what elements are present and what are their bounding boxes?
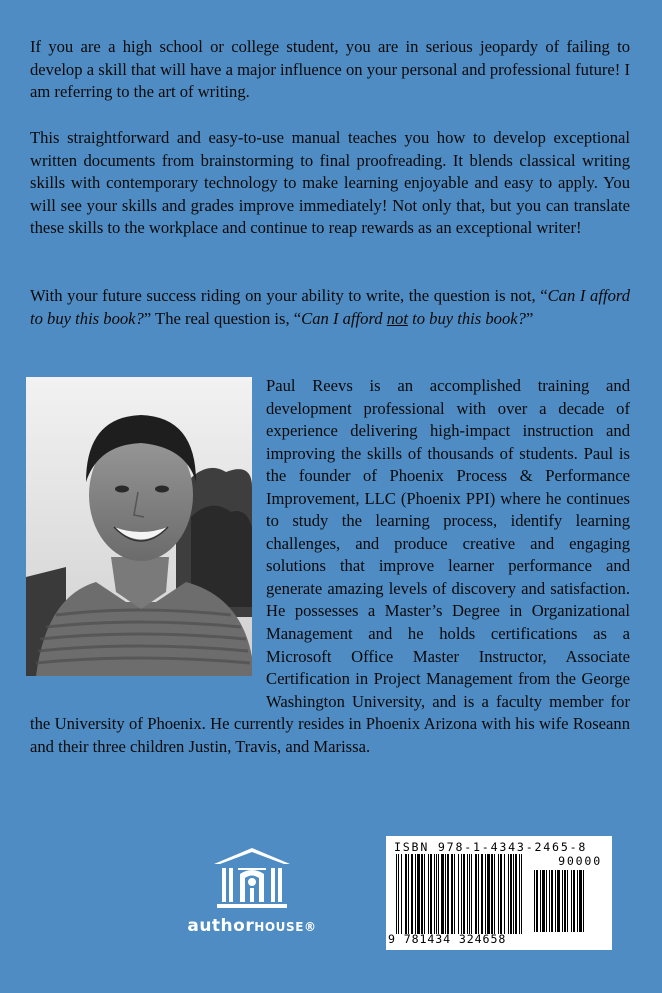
blurb-paragraph-1: If you are a high school or college student, you are in serious jeopardy of failing to develop a skill that will have a major influence on your personal and professional future! I am referring to the art of writing. — [30, 37, 630, 102]
barcode-bar — [469, 854, 470, 934]
barcode-bar — [571, 870, 572, 932]
barcode-bar — [583, 870, 584, 932]
barcode-bar — [430, 854, 432, 934]
barcode-bar — [498, 854, 499, 934]
barcode-bar — [471, 854, 472, 934]
barcode-bar — [549, 870, 550, 932]
barcode-bar — [475, 854, 477, 934]
barcode-bar — [551, 870, 553, 932]
barcode-bar — [491, 854, 493, 934]
barcode-bar — [562, 870, 563, 932]
barcode-bar — [515, 854, 517, 934]
barcode-bar — [510, 854, 512, 934]
barcode-bar — [424, 854, 425, 934]
registered-mark: ® — [304, 920, 317, 934]
barcode-bar — [411, 854, 413, 934]
addon-barcode-bars — [534, 870, 602, 932]
barcode-bar — [451, 854, 453, 934]
blurb-paragraph-2: This straightforward and easy-to-use manual teaches you how to develop exceptional written documents from brainstorming to final proofreading. It blends classical writing skills with contemporary technology to make learning enjoyable and easy to apply. You will see your skills and grades improve immediately! Not only that, but you can translate these skills to the workplace and continue to reap rewards as an exceptional writer! — [30, 128, 630, 238]
blurb-paragraph-3 — [30, 285, 630, 330]
barcode-bar — [534, 870, 535, 932]
barcode-bar — [494, 854, 495, 934]
barcode-bar — [546, 870, 547, 932]
question-2-a: Can I afford — [301, 308, 387, 328]
barcode-bar — [436, 854, 437, 934]
barcode-bar — [461, 854, 462, 934]
barcode-bar — [577, 870, 578, 932]
barcode-bar — [408, 854, 409, 934]
barcode-bar — [401, 854, 402, 934]
barcode-bar — [513, 854, 514, 934]
author-bio-text: Paul Reevs is an accomplished training and development professional with over a decade of experience delivering high-impact instruction and improving the skills of thousands of students. Paul is the founder of Phoenix Process & Performance Improvement, LLC (Phoenix PPI) where he continues to study the learning process, identify learning challenges, and produce creative and engaging solutions that improve learner performance and generate amazing levels of discovery and satisfaction. He possesses a Master’s Degree in Organizational Management and he holds certifications as a Microsoft Office Master Instructor, Associate Certification in Project Management from the George Washington University, and is a faculty member for the University of Phoenix. He currently resides in Phoenix Arizona with his wife Roseann and their three children Justin, Travis, and Marissa. — [30, 376, 630, 756]
barcode-bar — [536, 870, 538, 932]
barcode-bar — [521, 854, 522, 934]
barcode-bar — [487, 854, 490, 934]
barcode-digits: 9 781434 324658 — [388, 932, 507, 946]
barcode-bar — [579, 870, 582, 932]
barcode-bar — [434, 854, 435, 934]
barcode-bar — [500, 854, 502, 934]
barcode-bar — [447, 854, 449, 934]
question-2-b: to buy this book? — [407, 308, 526, 328]
barcode-bar — [485, 854, 486, 934]
question-1: Can I afford to buy this book? — [30, 286, 631, 328]
house-book-icon — [211, 846, 293, 910]
question-intro: With your future success riding on your ability to write, the question is not, “ — [30, 286, 548, 305]
barcode-bar — [478, 854, 479, 934]
barcode-bar — [573, 870, 575, 932]
publisher-logo — [178, 846, 326, 946]
barcode-bars — [396, 854, 532, 934]
price-code: 90000 — [558, 854, 602, 868]
barcode-bar — [415, 854, 416, 934]
barcode-bar — [454, 854, 455, 934]
barcode-bar — [421, 854, 423, 934]
barcode-bar — [504, 854, 505, 934]
barcode-bar — [557, 870, 560, 932]
barcode-bar — [428, 854, 429, 934]
barcode-bar — [398, 854, 399, 934]
publisher-name — [178, 916, 326, 936]
question-2-emphasis: not — [386, 308, 408, 328]
barcode-bar — [438, 854, 439, 934]
barcode-bar — [396, 854, 397, 934]
barcode-bar — [564, 870, 566, 932]
barcode-bar — [555, 870, 556, 932]
barcode-bar — [467, 854, 468, 934]
publisher-name-part-1: author — [187, 916, 255, 936]
barcode-bar — [445, 854, 446, 934]
barcode-bar — [567, 870, 568, 932]
publisher-name-part-2: HOUSE — [254, 920, 305, 934]
author-bio — [30, 375, 630, 758]
barcode-bar — [417, 854, 420, 934]
barcode-bar — [405, 854, 407, 934]
barcode-bar — [508, 854, 509, 934]
barcode-bar — [458, 854, 459, 934]
barcode-bar — [519, 854, 520, 934]
barcode-bar — [463, 854, 465, 934]
barcode-bar — [441, 854, 444, 934]
barcode-bar — [481, 854, 483, 934]
isbn-barcode — [386, 836, 612, 950]
barcode-bar — [542, 870, 545, 932]
barcode-bar — [540, 870, 541, 932]
question-bridge: ” The real question is, “ — [143, 308, 302, 328]
isbn-label: ISBN 978-1-4343-2465-8 — [394, 840, 588, 854]
question-close: ” — [525, 308, 534, 328]
